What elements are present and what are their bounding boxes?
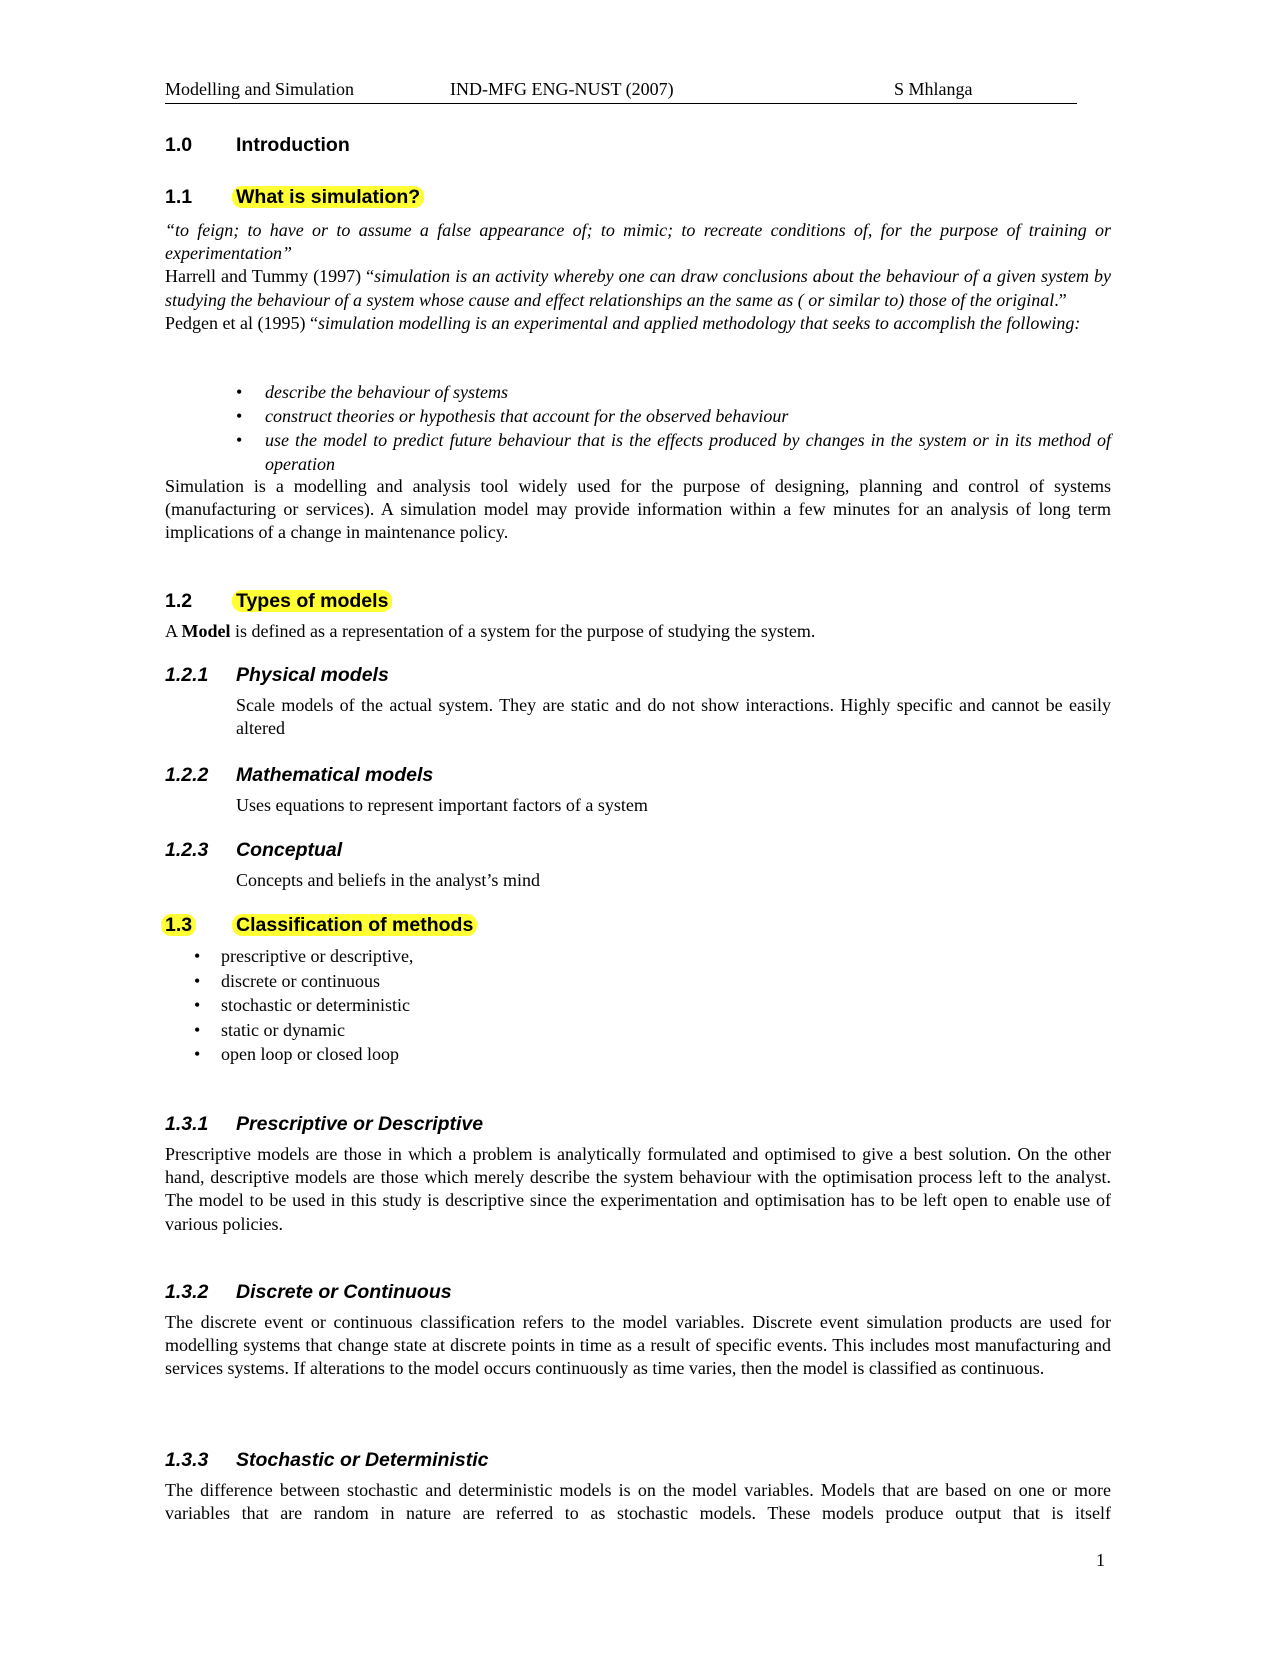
running-header [165, 79, 1077, 104]
pedgen-definition: Pedgen et al (1995) “simulation modelling is an experimental and applied methodology that seeks to accomplish the following: [165, 312, 1081, 333]
list-item: • construct theories or hypothesis that account for the observed behaviour [236, 406, 789, 427]
classification-list [194, 945, 794, 1068]
simulation-definitions [165, 219, 1111, 335]
section-number-1-2-1: 1.2.1 [165, 664, 209, 686]
physical-models-text: Scale models of the actual system. They are static and do not show interactions. Highly specific and cannot be easily altered [236, 695, 1111, 739]
section-title-prescriptive-or-descriptive: Prescriptive or Descriptive [236, 1113, 484, 1135]
list-item: • open loop or closed loop [194, 1044, 399, 1065]
stochastic-deterministic-text: The difference between stochastic and deterministic models is on the model variables. Models that are based on one or more variables that are random in nature are referred to as stochastic models. These models produce output that is itself [165, 1480, 1111, 1524]
discrete-continuous-text: The discrete event or continuous classification refers to the model variables. Discrete event simulation products are used for modelling systems that change state at discrete points in time as a result of specific events. This includes most manufacturing and services systems. If alterations to the model occurs continuously as time varies, then the model is classified as continuous. [165, 1312, 1111, 1379]
section-number-1-0: 1.0 [165, 134, 193, 156]
section-title-classification-of-methods [236, 914, 477, 937]
section-number-1-3-1: 1.3.1 [165, 1113, 209, 1135]
highlight-1-3: 1.3 [161, 914, 196, 936]
section-title-what-is-simulation [236, 186, 424, 209]
highlight-types-of-models: Types of models [232, 590, 392, 612]
list-item: • describe the behaviour of systems [236, 382, 508, 402]
model-definition: A Model is defined as a representation of a system for the purpose of studying the system. [165, 621, 816, 641]
section-title-introduction: Introduction [236, 134, 350, 156]
mathematical-models-text: Uses equations to represent important factors of a system [236, 795, 648, 815]
pedgen-aims-list [236, 381, 1111, 476]
section-title-discrete-or-continuous: Discrete or Continuous [236, 1281, 452, 1303]
header-author: S Mhlanga [894, 79, 973, 99]
section-number-1-2-3: 1.2.3 [165, 839, 209, 861]
harrell-definition: Harrell and Tummy (1997) “simulation is an activity whereby one can draw conclusions about the behaviour of a given system by studying the behaviour of a system whose cause and effect relationships an the same as ( or similar to) those of the original.” [165, 266, 1111, 310]
simulation-overview-paragraph: Simulation is a modelling and analysis tool widely used for the purpose of designing, planning and control of systems (manufacturing or services). A simulation model may provide information within a few minutes for an analysis of long term implications of a change in maintenance policy. [165, 476, 1111, 543]
header-course-title: Modelling and Simulation [165, 79, 354, 99]
section-title-conceptual: Conceptual [236, 839, 343, 861]
section-number-1-1: 1.1 [165, 186, 193, 208]
conceptual-text: Concepts and beliefs in the analyst’s mind [236, 870, 540, 890]
section-title-stochastic-or-deterministic: Stochastic or Deterministic [236, 1449, 489, 1471]
section-number-1-3 [165, 914, 196, 937]
section-number-1-2: 1.2 [165, 590, 193, 612]
list-item: • static or dynamic [194, 1019, 345, 1040]
highlight-classification-of-methods: Classification of methods [232, 914, 477, 936]
list-item: • prescriptive or descriptive, [194, 946, 414, 966]
section-number-1-2-2: 1.2.2 [165, 764, 209, 786]
list-item: • stochastic or deterministic [194, 995, 410, 1016]
section-number-1-3-2: 1.3.2 [165, 1281, 209, 1303]
section-title-types-of-models [236, 590, 392, 613]
prescriptive-descriptive-text: Prescriptive models are those in which a problem is analytically formulated and optimised to give a best solution. On the other hand, descriptive models are those which merely describe the system behaviour with the optimisation process left to the analyst. The model to be used in this study is descriptive since the experimentation and optimisation has to be left open to enable use of various policies. [165, 1144, 1111, 1234]
feign-quote: “to feign; to have or to assume a false appearance of; to mimic; to recreate conditions of, for the purpose of training or experimentation” [165, 220, 1111, 264]
highlight-what-is-simulation: What is simulation? [232, 186, 424, 208]
section-title-mathematical-models: Mathematical models [236, 764, 434, 786]
section-title-physical-models: Physical models [236, 664, 389, 686]
header-institution: IND-MFG ENG-NUST (2007) [450, 79, 674, 99]
section-number-1-3-3: 1.3.3 [165, 1449, 209, 1471]
list-item: • discrete or continuous [194, 970, 380, 991]
list-item: • use the model to predict future behaviour that is the effects produced by changes in the system or in its method of operation [236, 430, 1111, 474]
page-number: 1 [1096, 1550, 1105, 1570]
